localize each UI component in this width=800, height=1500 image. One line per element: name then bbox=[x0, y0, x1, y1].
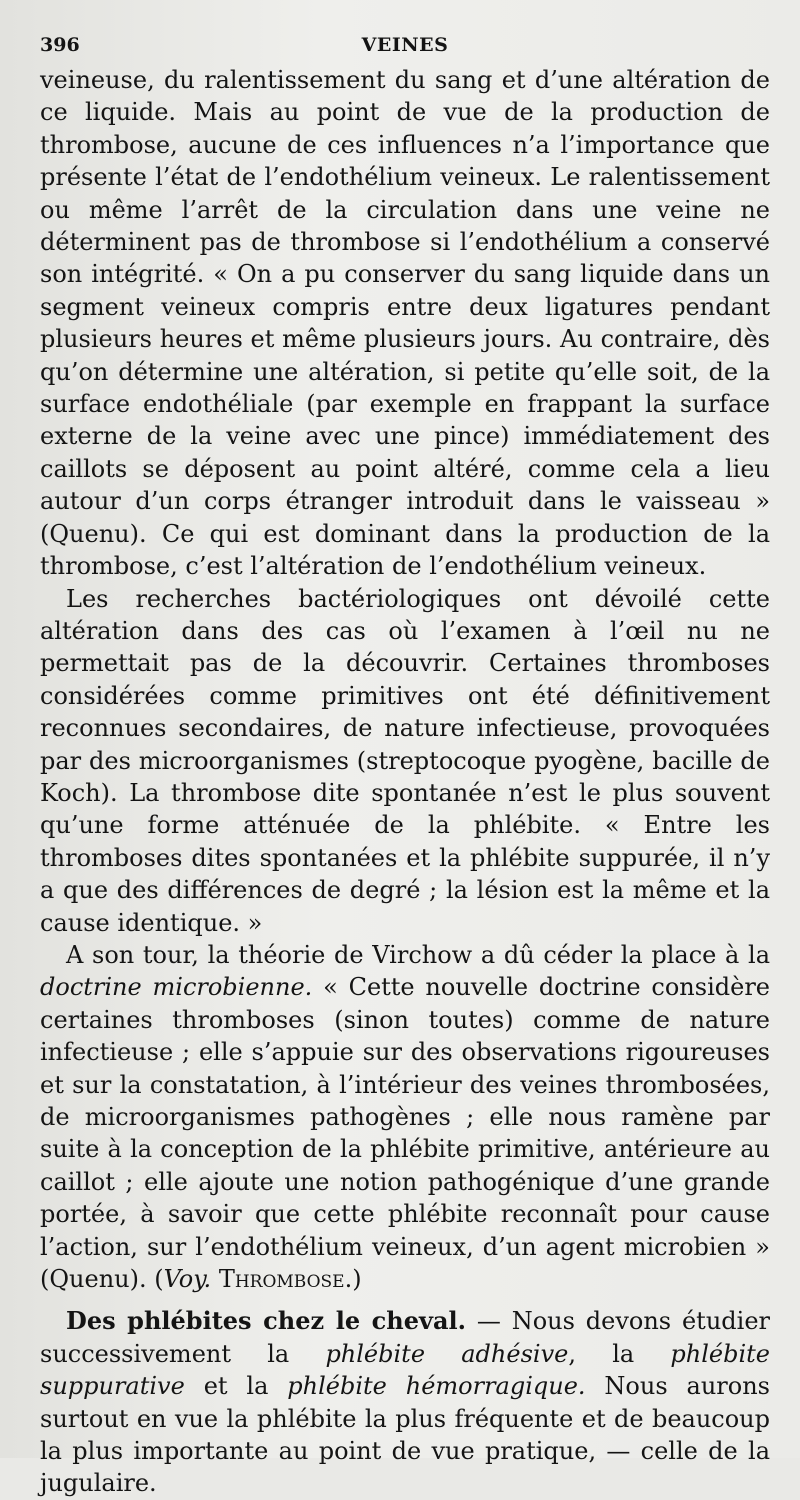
body-text bbox=[40, 64, 770, 1500]
paragraph-3-start: A son tour, la théorie de Virchow a dû céder la place à la bbox=[66, 940, 770, 969]
running-head: VEINES bbox=[361, 34, 449, 56]
cross-reference: Thrombose. bbox=[211, 1265, 353, 1294]
doctrine-microbienne-term: doctrine microbienne. bbox=[40, 973, 313, 1002]
page-header bbox=[40, 34, 770, 64]
paragraph-3-quote: « Cette nouvelle doctrine considère certaines thromboses (sinon toutes) comme de nature infectieuse ; elle s’appuie sur des observations rigoureuses et sur la constatation, à l’intérieur des veines thrombosées, de microorganismes pathogènes ; elle nous ramène par suite à la conception de la phlébite primitive, antérieure au caillot ; elle ajoute une notion pathogénique d’une grande portée, à savoir que cette phlébite reconnaît pour cause l’action, sur l’endothélium veineux, d’un agent microbien » (Quenu). ( bbox=[40, 973, 770, 1294]
paragraph-4-text-2: , la bbox=[568, 1339, 671, 1368]
phlebite-hemorragique-term: phlébite hémorragique. bbox=[287, 1372, 586, 1401]
paragraph-4 bbox=[40, 1305, 770, 1499]
phlebite-suppurative-term: phlébite suppurative bbox=[40, 1339, 771, 1401]
paragraph-4-text-4: Nous aurons surtout en vue la phlébite la plus fréquente et de beaucoup la plus importante au point de vue pratique, — celle de la jugulaire. bbox=[40, 1372, 770, 1498]
paragraph-2: Les recherches bactériologiques ont dévoilé cette altération dans des cas où l’examen à l’œil nu ne permettait pas de la découvrir. Certaines thromboses considérées comme primitives ont été définitivement reconnues secondaires, de nature infectieuse, provoquées par des microorganismes (streptocoque pyogène, bacille de Koch). La thrombose dite spontanée n’est le plus souvent qu’une forme atténuée de la phlébite. « Entre les thromboses dites spontanées et la phlébite suppurée, il n’y a que des différences de degré ; la lésion est la même et la cause identique. » bbox=[40, 584, 770, 937]
paragraph-3 bbox=[40, 939, 770, 1295]
page-number: 396 bbox=[40, 34, 80, 56]
section-heading: Des phlébites chez le cheval. bbox=[66, 1306, 466, 1336]
paragraph-4-text-3: et la bbox=[184, 1372, 288, 1401]
paragraph-3-end: ) bbox=[352, 1265, 362, 1294]
paragraph-1: veineuse, du ralentissement du sang et d’une altération de ce liquide. Mais au point de vue de la production de thrombose, aucune de ces influences n’a l’importance que présente l’état de l’endothélium veineux. Le ralentissement ou même l’arrêt de la circulation dans une veine ne déterminent pas de thrombose si l’endothélium a conservé son intégrité. « On a pu conserver du sang liquide dans un segment veineux compris entre deux ligatures pendant plusieurs heures et même plusieurs jours. Au contraire, dès qu’on détermine une altération, si petite qu’elle soit, de la surface endothéliale (par exemple en frappant la surface externe de la veine avec une pince) immédiatement des caillots se déposent au point altéré, comme cela a lieu autour d’un corps étranger introduit dans le vaisseau » (Quenu). Ce qui est dominant dans la production de la thrombose, c’est l’altération de l’endothélium veineux. bbox=[40, 66, 770, 581]
paragraph-4-text-1: — Nous devons étudier successivement la bbox=[40, 1307, 770, 1368]
voy-abbreviation: Voy. bbox=[163, 1265, 212, 1294]
phlebite-adhesive-term: phlébite adhésive bbox=[325, 1339, 569, 1368]
